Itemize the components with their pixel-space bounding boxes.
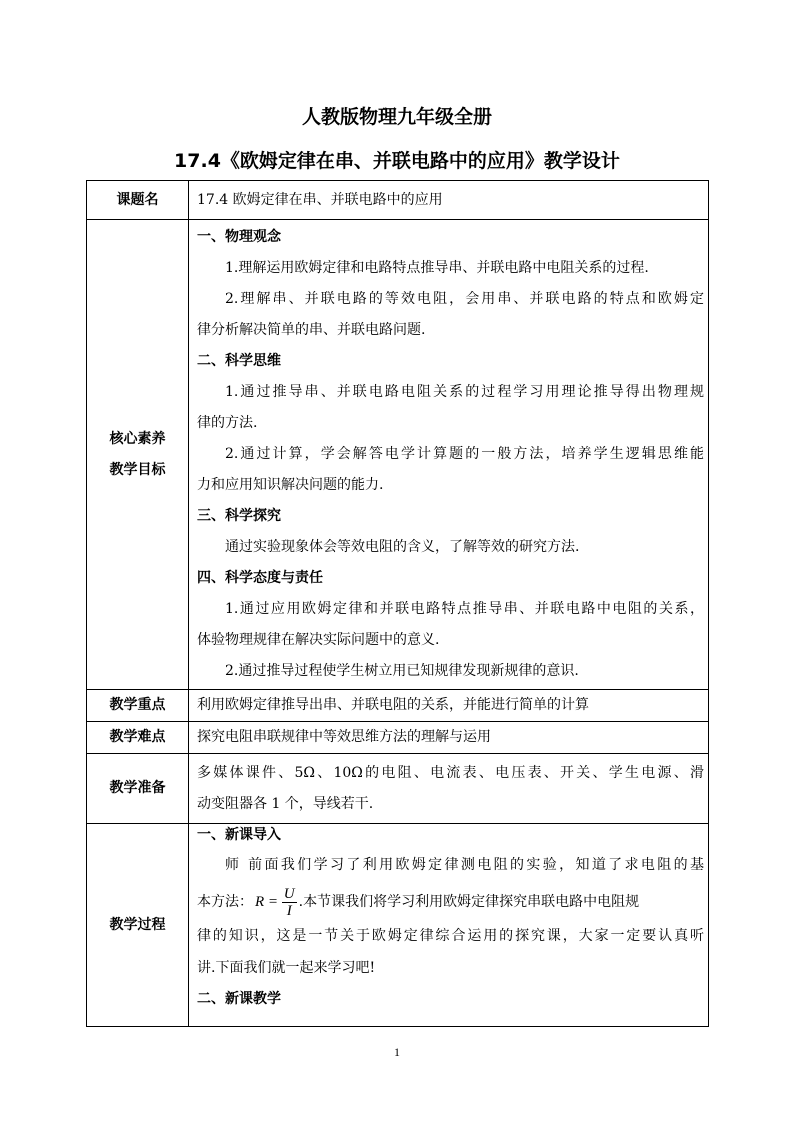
goal-text: 体验物理规律在解决实际问题中的意义. [197,632,440,648]
process-text-with-formula [197,884,704,920]
formula-numerator: U [283,886,295,903]
formula-fraction [282,886,297,919]
label-goals [87,220,189,690]
process-text: 讲.下面我们就一起来学习吧! [197,960,376,976]
section-attitude-responsibility: 四、科学态度与责任 [197,570,323,586]
goal-text: 律分析解决简单的串、并联电路问题. [197,322,426,338]
content-preparation [189,754,709,824]
difficulties-text: 探究电阻串联规律中等效思维方法的理解与运用 [197,729,491,745]
lesson-plan-table [86,180,709,1027]
label-topic: 课题名 [87,181,189,220]
goal-text: 2.通过推导过程使学生树立用已知规律发现新规律的意识. [225,663,579,679]
formula-lhs: R = [255,894,279,910]
row-topic [87,181,709,220]
row-preparation [87,754,709,824]
preparation-text: 动变阻器各 1 个，导线若干. [197,795,374,812]
goal-text: 1.通过推导串、并联电路电阻关系的过程学习用理论推导得出物理规 [225,384,704,400]
row-goals [87,220,709,690]
goal-text: 1.理解运用欧姆定律和电路特点推导串、并联电路中电阻关系的过程. [225,260,649,276]
row-process [87,824,709,1027]
preparation-text: 多媒体课件、5Ω、10Ω的电阻、电流表、电压表、开关、学生电源、滑 [197,764,704,781]
document-subtitle: 17.4《欧姆定律在串、并联电路中的应用》教学设计 [174,150,620,172]
section-new-lesson-teaching: 二、新课教学 [197,991,281,1007]
document-title: 人教版物理九年级全册 [301,106,492,128]
formula-denominator: I [286,903,292,920]
process-text: 本方法： [197,894,253,910]
content-process [189,824,709,1027]
label-preparation: 教学准备 [87,754,189,824]
goal-text: 力和应用知识解决问题的能力. [197,477,384,493]
page-number: 1 [394,1045,400,1059]
section-physics-concept: 一、物理观念 [197,229,281,245]
row-difficulties [87,722,709,754]
label-difficulties: 教学难点 [87,722,189,754]
section-scientific-inquiry: 三、科学探究 [197,508,281,524]
key-points-text: 利用欧姆定律推导出串、并联电阻的关系，并能进行简单的计算 [197,697,589,713]
label-process: 教学过程 [87,824,189,1027]
label-goals-line1: 核心素养 [109,430,166,447]
content-difficulties [189,722,709,754]
process-text: 律的知识，这是一节关于欧姆定律综合运用的探究课，大家一定要认真听 [197,928,704,944]
process-text: 师 前面我们学习了利用欧姆定律测电阻的实验，知道了求电阻的基 [225,857,704,873]
label-goals-line2: 教学目标 [109,461,166,478]
goal-text: 2.通过计算，学会解答电学计算题的一般方法，培养学生逻辑思维能 [225,446,704,462]
section-new-lesson-intro: 一、新课导入 [197,827,281,843]
process-text: .本节课我们将学习利用欧姆定律探究串联电路中电阻规 [298,894,640,910]
ohm-law-formula [255,884,297,920]
content-topic [189,181,709,220]
label-key-points: 教学重点 [87,690,189,722]
section-scientific-thinking: 二、科学思维 [197,353,281,369]
goal-text: 律的方法. [197,415,258,431]
content-key-points [189,690,709,722]
goal-text: 2.理解串、并联电路的等效电阻，会用串、并联电路的特点和欧姆定 [225,291,704,307]
row-key-points [87,690,709,722]
content-goals [189,220,709,690]
goal-text: 1.通过应用欧姆定律和并联电路特点推导串、并联电路中电阻的关系， [225,601,704,617]
topic-text: 17.4 欧姆定律在串、并联电路中的应用 [197,191,443,208]
goal-text: 通过实验现象体会等效电阻的含义，了解等效的研究方法. [225,539,580,555]
